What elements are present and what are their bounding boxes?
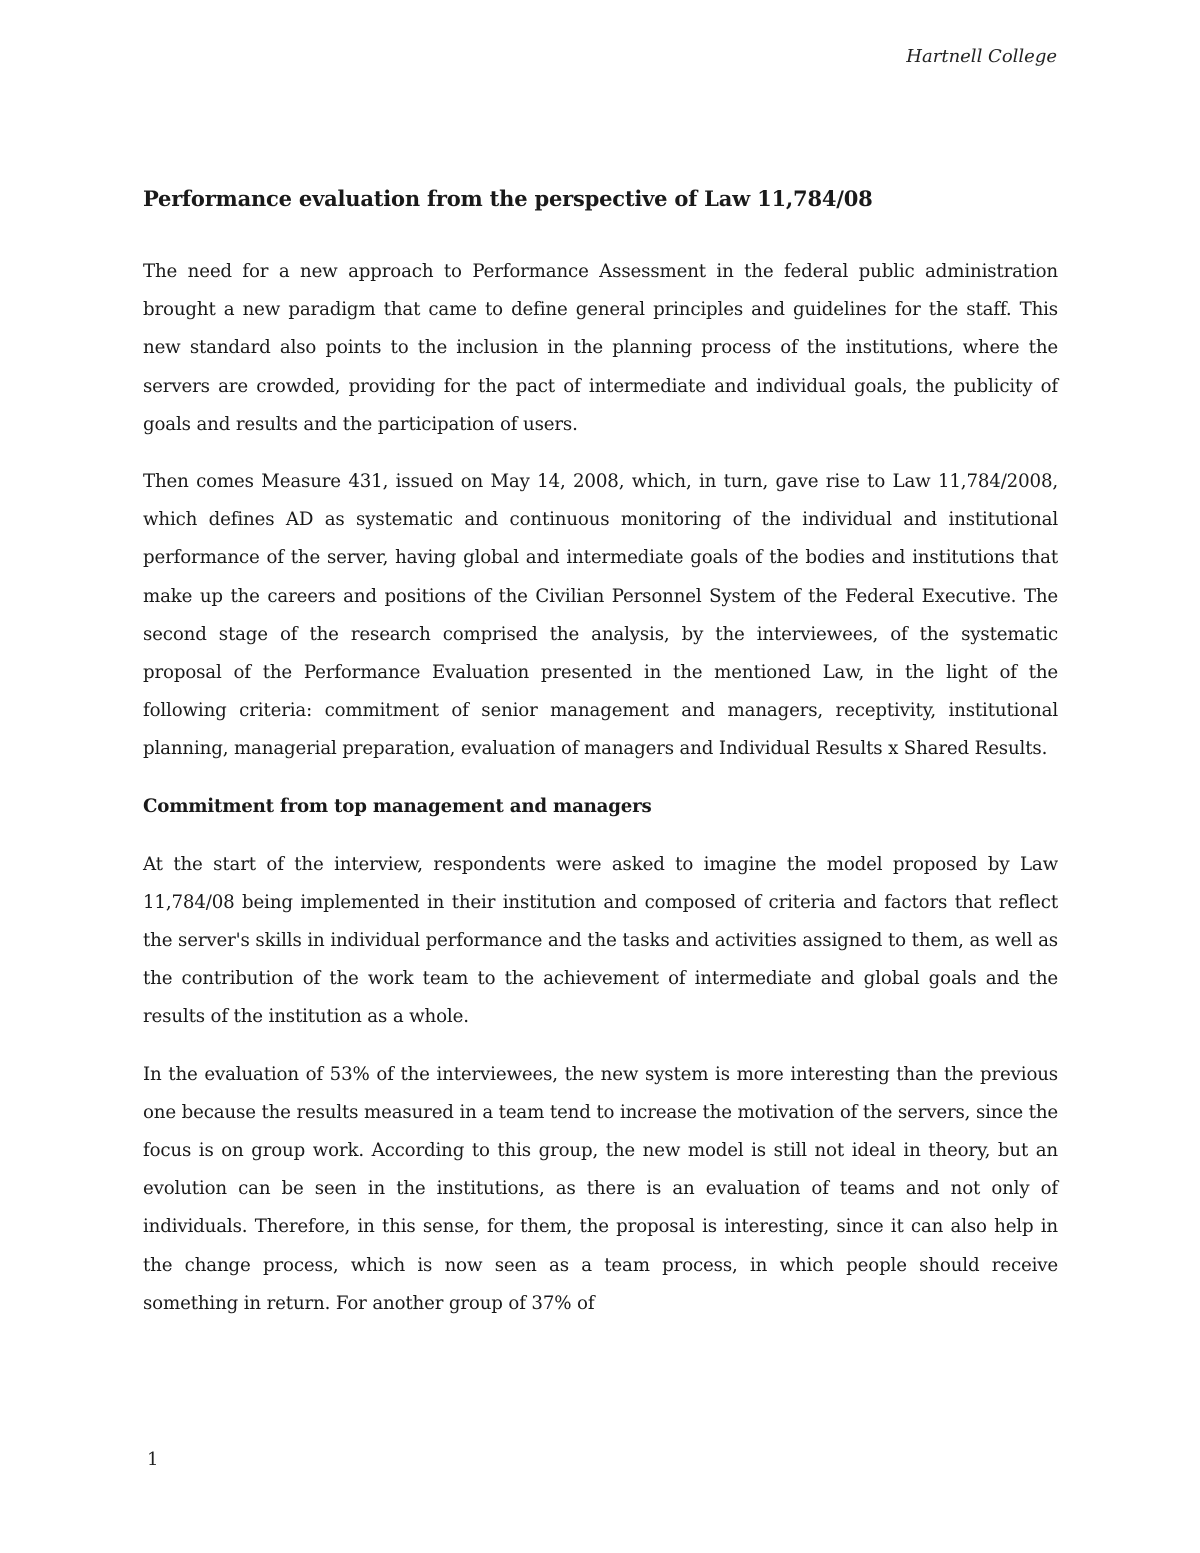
body-paragraph: At the start of the interview, respondents were asked to imagine the model proposed by Law 11,784/08 being implemented in their institution and composed of criteria and factors that reflect the server's skills in individual performance and the tasks and activities assigned to them, as well as the contribution of the work team to the achievement of intermediate and global goals and the results of the institution as a whole. — [143, 853, 1058, 1028]
page-content — [143, 180, 1058, 1342]
body-paragraph: Then comes Measure 431, issued on May 14, 2008, which, in turn, gave rise to Law 11,784/2008, which defines AD as systematic and continuous monitoring of the individual and institutional performance of the server, having global and intermediate goals of the bodies and institutions that make up the careers and positions of the Civilian Personnel System of the Federal Executive. The second stage of the research comprised the analysis, by the interviewees, of the systematic proposal of the Performance Evaluation presented in the mentioned Law, in the light of the following criteria: commitment of senior management and managers, receptivity, institutional planning, managerial preparation, evaluation of managers and Individual Results x Shared Results. — [143, 471, 1058, 760]
body-paragraph: In the evaluation of 53% of the interviewees, the new system is more interesting than the previous one because the results measured in a team tend to increase the motivation of the servers, since the focus is on group work. According to this group, the new model is still not ideal in theory, but an evolution can be seen in the institutions, as there is an evaluation of teams and not only of individuals. Therefore, in this sense, for them, the proposal is interesting, since it can also help in the change process, which is now seen as a team process, in which people should receive something in return. For another group of 37% of — [143, 1063, 1058, 1314]
running-header: Hartnell College — [906, 46, 1057, 67]
document-title: Performance evaluation from the perspective of Law 11,784/08 — [143, 186, 873, 211]
section-heading: Commitment from top management and managers — [143, 795, 652, 817]
page-number: 1 — [147, 1449, 159, 1470]
body-paragraph: The need for a new approach to Performance Assessment in the federal public administration brought a new paradigm that came to define general principles and guidelines for the staff. This new standard also points to the inclusion in the planning process of the institutions, where the servers are crowded, providing for the pact of intermediate and individual goals, the publicity of goals and results and the participation of users. — [143, 261, 1058, 435]
